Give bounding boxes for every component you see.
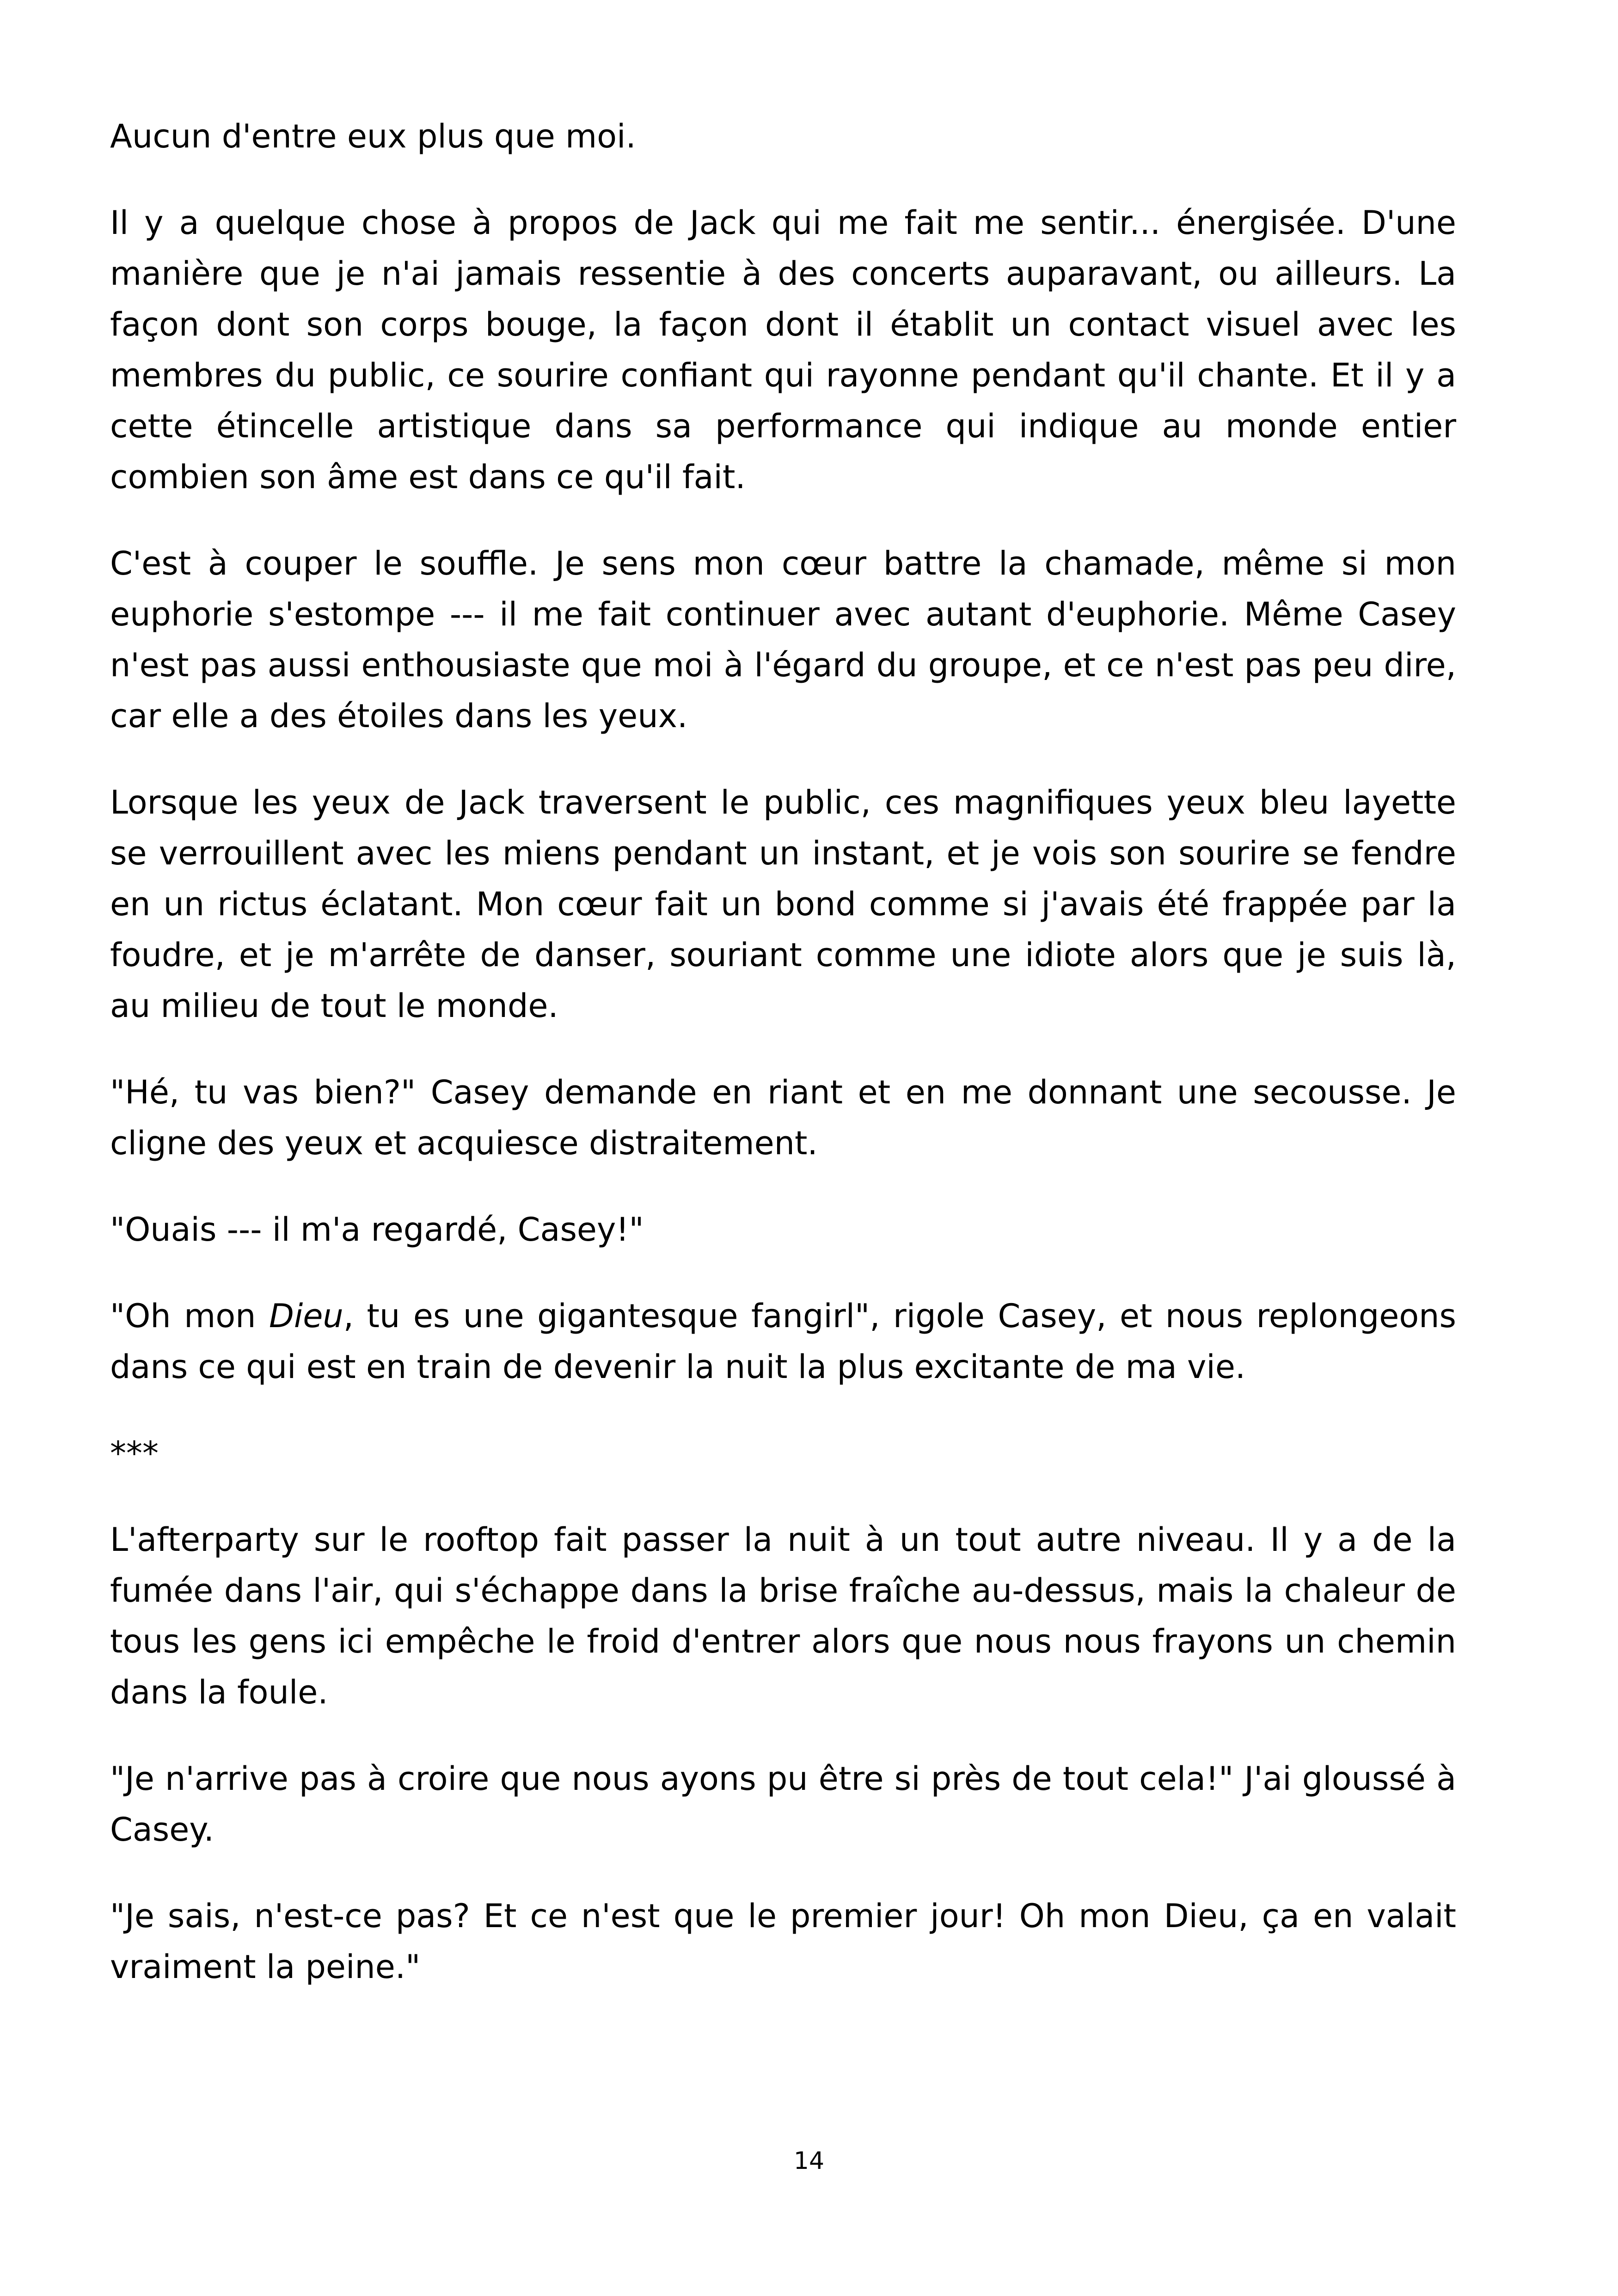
paragraph-text-before: "Oh mon <box>110 1297 270 1335</box>
paragraph: "Hé, tu vas bien?" Casey demande en riant et en me donnant une secousse. Je cligne des yeux et acquiesce distraitement. <box>110 1073 1456 1162</box>
page-number: 14 <box>793 2147 825 2175</box>
paragraph: "Je sais, n'est-ce pas? Et ce n'est que le premier jour! Oh mon Dieu, ça en valait vraiment la peine." <box>110 1897 1456 1986</box>
paragraph: Il y a quelque chose à propos de Jack qui me fait me sentir... énergisée. D'une manière que je n'ai jamais ressentie à des concerts auparavant, ou ailleurs. La façon dont son corps bouge, la façon dont il établit un contact visuel avec les membres du public, ce sourire confiant qui rayonne pendant qu'il chante. Et il y a cette étincelle artistique dans sa performance qui indique au monde entier combien son âme est dans ce qu'il fait. <box>110 204 1456 496</box>
paragraph-with-emphasis <box>110 1291 1456 1392</box>
paragraph: "Ouais --- il m'a regardé, Casey!" <box>110 1211 644 1249</box>
paragraph: Aucun d'entre eux plus que moi. <box>110 117 636 155</box>
emphasized-word: Dieu <box>269 1297 343 1335</box>
paragraph: Lorsque les yeux de Jack traversent le public, ces magnifiques yeux bleu layette se verrouillent avec les miens pendant un instant, et je vois son sourire se fendre en un rictus éclatant. Mon cœur fait un bond comme si j'avais été frappée par la foudre, et je m'arrête de danser, souriant comme une idiote alors que je suis là, au milieu de tout le monde. <box>110 784 1456 1025</box>
paragraph: L'afterparty sur le rooftop fait passer la nuit à un tout autre niveau. Il y a de la fumée dans l'air, qui s'échappe dans la brise fraîche au-dessus, mais la chaleur de tous les gens ici empêche le froid d'entrer alors que nous nous frayons un chemin dans la foule. <box>110 1521 1456 1711</box>
paragraph: "Je n'arrive pas à croire que nous ayons pu être si près de tout cela!" J'ai gloussé à Casey. <box>110 1760 1456 1849</box>
scene-break: *** <box>110 1434 159 1472</box>
body-text <box>110 111 1456 2028</box>
paragraph-text-after: , tu es une gigantesque fangirl", rigole Casey, et nous replongeons dans ce qui est en train de devenir la nuit la plus excitante de ma vie. <box>110 1297 1456 1386</box>
paragraph: C'est à couper le souffle. Je sens mon cœur battre la chamade, même si mon euphorie s'estompe --- il me fait continuer avec autant d'euphorie. Même Casey n'est pas aussi enthousiaste que moi à l'égard du groupe, et ce n'est pas peu dire, car elle a des étoiles dans les yeux. <box>110 545 1456 735</box>
